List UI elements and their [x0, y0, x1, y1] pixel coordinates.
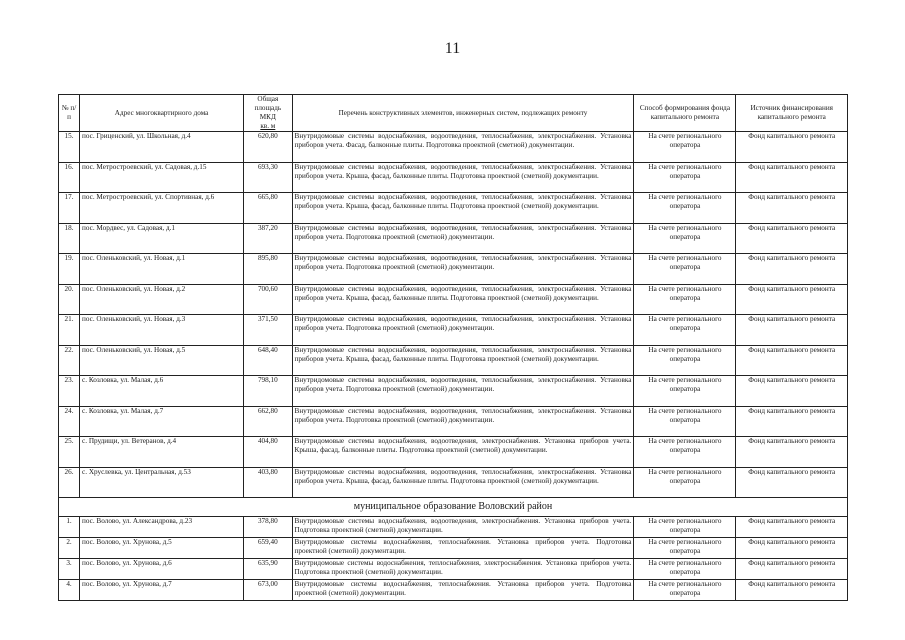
header-area: [244, 95, 292, 132]
row-repair-list: Внутридомовые системы водоснабжения, водоотведения, теплоснабжения, электроснабжения. Установка приборов учета. Подготовка проектной (сметной) документации.: [292, 254, 634, 285]
row-funding-source: Фонд капитального ремонта: [736, 132, 848, 163]
table-row: [59, 223, 848, 254]
row-area: 659,40: [244, 538, 292, 559]
row-funding-source: Фонд капитального ремонта: [736, 467, 848, 498]
row-address: пос. Метростроевский, ул. Садовая, д.15: [80, 162, 244, 193]
row-address: пос. Волово, ул. Хрунова, д.6: [80, 559, 244, 580]
row-address: пос. Оленьковский, ул. Новая, д.2: [80, 284, 244, 315]
row-funding-source: Фонд капитального ремонта: [736, 162, 848, 193]
row-funding-source: Фонд капитального ремонта: [736, 517, 848, 538]
row-repair-list: Внутридомовые системы водоснабжения, водоотведения, электроснабжения. Установка приборов учета. Подготовка проектной (сметной) документации.: [292, 517, 634, 538]
table-row: [59, 315, 848, 346]
row-funding-source: Фонд капитального ремонта: [736, 223, 848, 254]
row-repair-list: Внутридомовые системы водоснабжения, водоотведения, теплоснабжения, электроснабжения. Установка приборов учета. Подготовка проектной (сметной) документации.: [292, 406, 634, 437]
table-body-volovo: [59, 517, 848, 601]
row-funding-source: Фонд капитального ремонта: [736, 254, 848, 285]
row-funding-method: На счете регионального оператора: [634, 376, 736, 407]
row-funding-method: На счете регионального оператора: [634, 223, 736, 254]
row-repair-list: Внутридомовые системы водоснабжения, водоотведения, теплоснабжения, электроснабжения. Установка приборов учета. Крыша, фасад, балконные плиты. Подготовка проектной (сметной) документации.: [292, 467, 634, 498]
row-funding-method: На счете регионального оператора: [634, 162, 736, 193]
row-number: 2.: [59, 538, 80, 559]
row-number: 26.: [59, 467, 80, 498]
row-number: 18.: [59, 223, 80, 254]
row-address: пос. Волово, ул. Хрунова, д.5: [80, 538, 244, 559]
row-area: 620,80: [244, 132, 292, 163]
header-method: Способ формирования фонда капитального ремонта: [634, 95, 736, 132]
row-repair-list: Внутридомовые системы водоснабжения, теплоснабжения. Установка приборов учета. Подготовка проектной (сметной) документации.: [292, 580, 634, 601]
table-row: [59, 538, 848, 559]
row-area: 665,80: [244, 193, 292, 224]
header-address: Адрес многоквартирного дома: [80, 95, 244, 132]
row-funding-source: Фонд капитального ремонта: [736, 376, 848, 407]
row-address: с. Козловка, ул. Малая, д.6: [80, 376, 244, 407]
table-row: [59, 517, 848, 538]
row-funding-source: Фонд капитального ремонта: [736, 284, 848, 315]
row-repair-list: Внутридомовые системы водоснабжения, водоотведения, теплоснабжения, электроснабжения. Установка приборов учета. Подготовка проектной (сметной) документации.: [292, 315, 634, 346]
table-row: [59, 580, 848, 601]
row-area: 371,50: [244, 315, 292, 346]
row-funding-method: На счете регионального оператора: [634, 132, 736, 163]
row-funding-method: На счете регионального оператора: [634, 517, 736, 538]
table-row: [59, 162, 848, 193]
row-area: 403,80: [244, 467, 292, 498]
table-row: [59, 193, 848, 224]
row-funding-method: На счете регионального оператора: [634, 406, 736, 437]
row-repair-list: Внутридомовые системы водоснабжения, водоотведения, электроснабжения. Установка приборов учета. Крыша, фасад, балконные плиты. Подготовка проектной (сметной) документации.: [292, 437, 634, 468]
row-address: пос. Оленьковский, ул. Новая, д.1: [80, 254, 244, 285]
table-row: [59, 437, 848, 468]
row-address: пос. Волово, ул. Александрова, д.23: [80, 517, 244, 538]
row-funding-method: На счете регионального оператора: [634, 580, 736, 601]
table-row: [59, 284, 848, 315]
table-row: [59, 406, 848, 437]
row-area: 662,80: [244, 406, 292, 437]
row-repair-list: Внутридомовые системы водоснабжения, водоотведения, теплоснабжения, электроснабжения. Установка приборов учета. Крыша, фасад, балконные плиты. Подготовка проектной (сметной) документации.: [292, 162, 634, 193]
row-area: 798,10: [244, 376, 292, 407]
row-address: пос. Гриценский, ул. Школьная, д.4: [80, 132, 244, 163]
row-number: 20.: [59, 284, 80, 315]
row-number: 22.: [59, 345, 80, 376]
row-repair-list: Внутридомовые системы водоснабжения, водоотведения, теплоснабжения, электроснабжения. Установка приборов учета. Подготовка проектной (сметной) документации.: [292, 376, 634, 407]
table-row: [59, 467, 848, 498]
table-row: [59, 132, 848, 163]
header-area-label: Общая площадь МКД: [254, 95, 282, 121]
row-funding-source: Фонд капитального ремонта: [736, 406, 848, 437]
row-address: пос. Оленьковский, ул. Новая, д.5: [80, 345, 244, 376]
row-area: 648,40: [244, 345, 292, 376]
row-funding-source: Фонд капитального ремонта: [736, 538, 848, 559]
row-number: 15.: [59, 132, 80, 163]
row-funding-method: На счете регионального оператора: [634, 315, 736, 346]
row-area: 378,80: [244, 517, 292, 538]
row-repair-list: Внутридомовые системы водоснабжения, водоотведения, теплоснабжения, электроснабжения. Установка приборов учета. Крыша, фасад, балконные плиты. Подготовка проектной (сметной) документации.: [292, 345, 634, 376]
row-funding-method: На счете регионального оператора: [634, 254, 736, 285]
row-funding-method: На счете регионального оператора: [634, 345, 736, 376]
page-number: 11: [444, 40, 461, 57]
row-repair-list: Внутридомовые системы водоснабжения, водоотведения, теплоснабжения, электроснабжения. Установка приборов учета. Крыша, фасад, балконные плиты. Подготовка проектной (сметной) документации.: [292, 193, 634, 224]
row-number: 21.: [59, 315, 80, 346]
row-area: 673,00: [244, 580, 292, 601]
header-area-unit: кв. м: [260, 122, 276, 130]
row-repair-list: Внутридомовые системы водоснабжения, водоотведения, теплоснабжения, электроснабжения. Установка приборов учета. Фасад, балконные плиты. Подготовка проектной (сметной) документации.: [292, 132, 634, 163]
row-address: с. Прудищи, ул. Ветеранов, д.4: [80, 437, 244, 468]
table-row: [59, 559, 848, 580]
header-num: № п/п: [59, 95, 80, 132]
header-source: Источник финансирования капитального ремонта: [736, 95, 848, 132]
row-funding-method: На счете регионального оператора: [634, 284, 736, 315]
row-number: 17.: [59, 193, 80, 224]
repair-register-table: [58, 94, 848, 601]
row-repair-list: Внутридомовые системы водоснабжения, теплоснабжения. Установка приборов учета. Подготовка проектной (сметной) документации.: [292, 538, 634, 559]
row-address: пос. Мордвес, ул. Садовая, д.1: [80, 223, 244, 254]
row-number: 19.: [59, 254, 80, 285]
row-repair-list: Внутридомовые системы водоснабжения, водоотведения, теплоснабжения, электроснабжения. Установка приборов учета. Подготовка проектной (сметной) документации.: [292, 223, 634, 254]
row-number: 24.: [59, 406, 80, 437]
row-area: 693,30: [244, 162, 292, 193]
table-header-row: [59, 95, 848, 132]
table-row: [59, 254, 848, 285]
row-funding-method: На счете регионального оператора: [634, 467, 736, 498]
row-repair-list: Внутридомовые системы водоснабжения, водоотведения, теплоснабжения, электроснабжения. Установка приборов учета. Крыша, фасад, балконные плиты. Подготовка проектной (сметной) документации.: [292, 284, 634, 315]
section-row: [59, 498, 848, 517]
table-section: [59, 498, 848, 517]
row-area: 700,60: [244, 284, 292, 315]
table-row: [59, 345, 848, 376]
row-number: 1.: [59, 517, 80, 538]
row-area: 635,90: [244, 559, 292, 580]
row-funding-source: Фонд капитального ремонта: [736, 559, 848, 580]
row-funding-method: На счете регионального оператора: [634, 538, 736, 559]
row-address: с. Хруслевка, ул. Центральная, д.53: [80, 467, 244, 498]
table-body-main: [59, 132, 848, 498]
row-funding-source: Фонд капитального ремонта: [736, 193, 848, 224]
row-funding-source: Фонд капитального ремонта: [736, 437, 848, 468]
row-funding-method: На счете регионального оператора: [634, 559, 736, 580]
row-funding-method: На счете регионального оператора: [634, 437, 736, 468]
row-address: пос. Метростроевский, ул. Спортивная, д.6: [80, 193, 244, 224]
row-funding-source: Фонд капитального ремонта: [736, 580, 848, 601]
row-area: 895,80: [244, 254, 292, 285]
row-number: 4.: [59, 580, 80, 601]
table-row: [59, 376, 848, 407]
row-funding-source: Фонд капитального ремонта: [736, 345, 848, 376]
row-number: 16.: [59, 162, 80, 193]
header-list: Перечень конструктивных элементов, инженерных систем, подлежащих ремонту: [292, 95, 634, 132]
row-area: 404,80: [244, 437, 292, 468]
row-number: 3.: [59, 559, 80, 580]
row-funding-method: На счете регионального оператора: [634, 193, 736, 224]
row-funding-source: Фонд капитального ремонта: [736, 315, 848, 346]
row-address: пос. Оленьковский, ул. Новая, д.3: [80, 315, 244, 346]
row-repair-list: Внутридомовые системы водоснабжения, теплоснабжения, электроснабжения. Установка приборов учета. Подготовка проектной (сметной) документации.: [292, 559, 634, 580]
row-number: 23.: [59, 376, 80, 407]
row-area: 387,20: [244, 223, 292, 254]
row-address: с. Козловка, ул. Малая, д.7: [80, 406, 244, 437]
section-title: муниципальное образование Воловский район: [59, 498, 848, 517]
row-number: 25.: [59, 437, 80, 468]
row-address: пос. Волово, ул. Хрунова, д.7: [80, 580, 244, 601]
